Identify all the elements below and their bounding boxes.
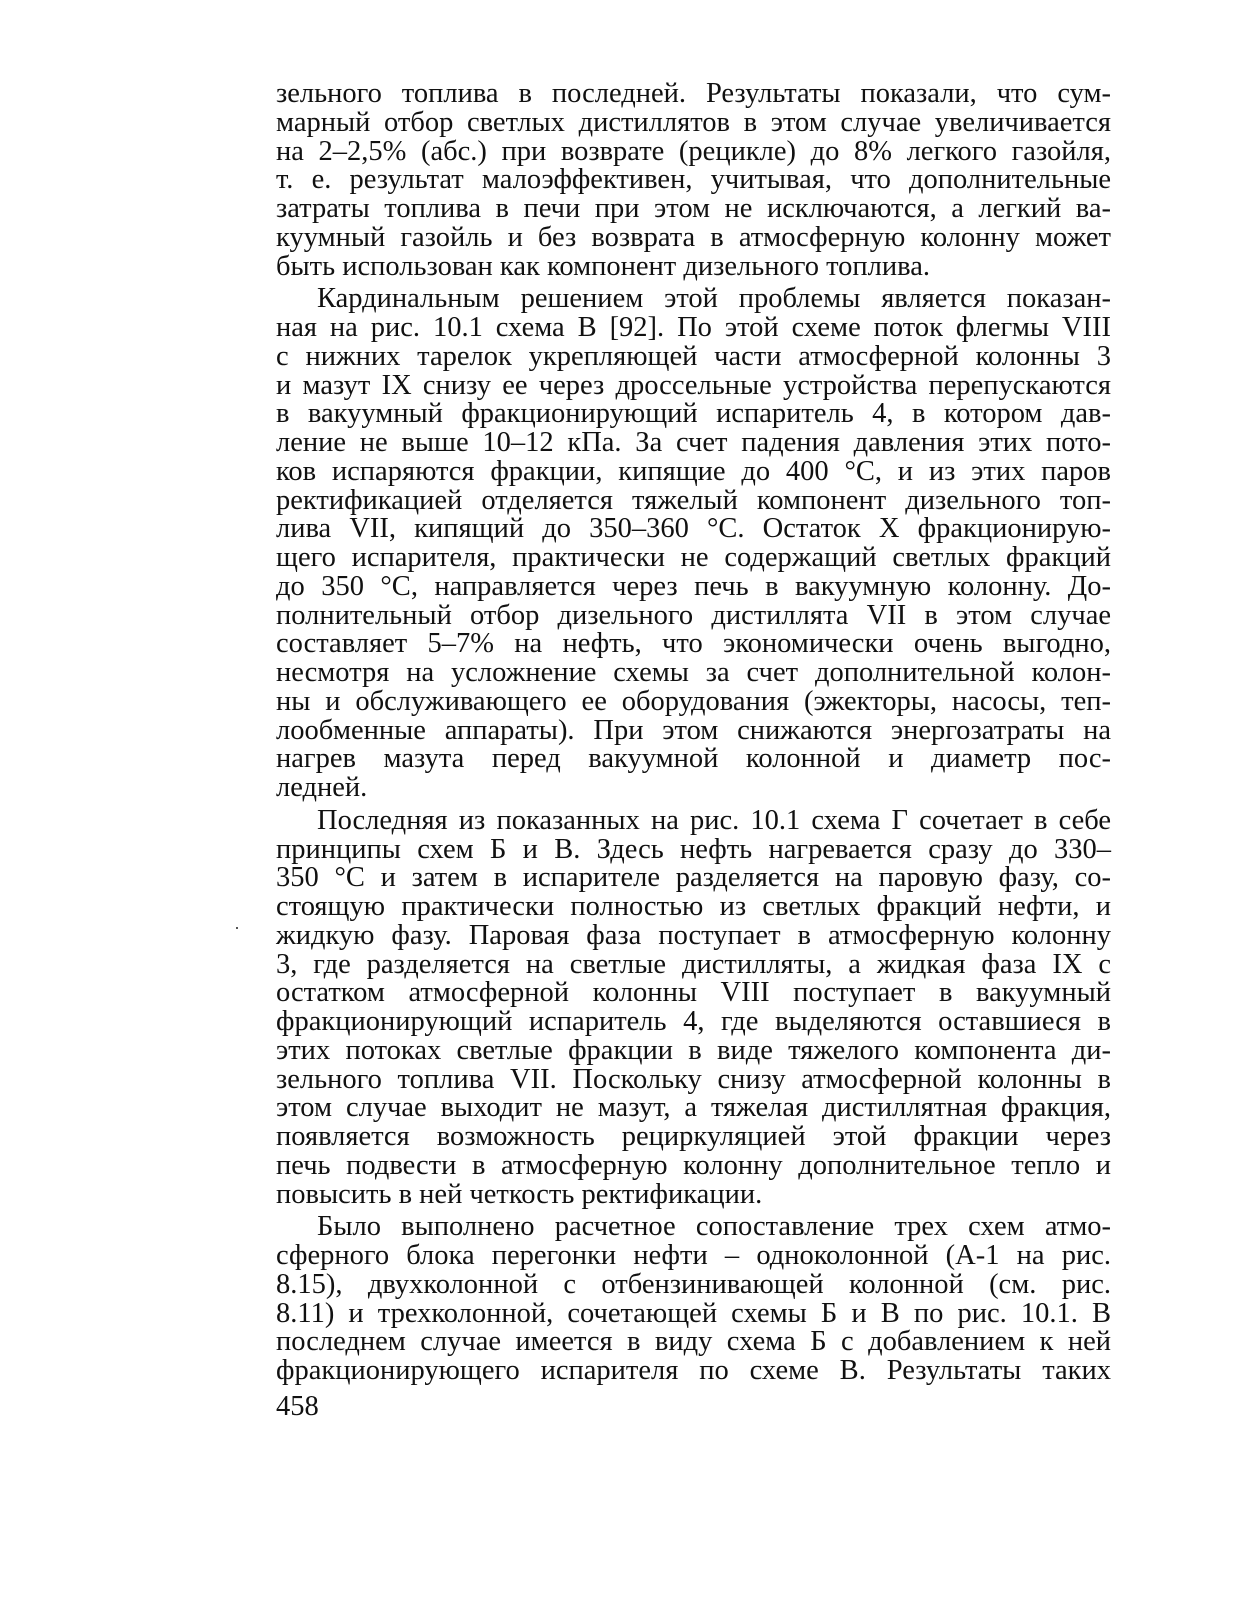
text-line: печь подвести в атмосферную колонну дополнительное тепло и xyxy=(276,1149,1111,1181)
scan-speck xyxy=(236,927,238,929)
text-line: фракционирующий испаритель 4, где выделяются оставшиеся в xyxy=(276,1006,1111,1037)
text-line: лива VII, кипящий до 350–360 °С. Остаток X фракционирую- xyxy=(276,513,1111,545)
text-line: жидкую фазу. Паровая фаза поступает в атмосферную колонну xyxy=(276,919,1111,951)
text-line: повысить в ней четкость ректификации. xyxy=(276,1178,763,1210)
paragraph-3 xyxy=(276,804,1111,1210)
text-line: 3, где разделяется на светлые дистилляты, а жидкая фаза IX с xyxy=(276,948,1111,980)
text-line: 350 °С и затем в испарителе разделяется на паровую фазу, со- xyxy=(276,862,1111,894)
text-line: т. е. результат малоэффективен, учитывая, что дополнительные xyxy=(276,164,1111,196)
text-line: в вакуумный фракционирующий испаритель 4, в котором дав- xyxy=(276,398,1111,430)
text-line: быть использован как компонент дизельного топлива. xyxy=(276,250,930,282)
text-line: и мазут IX снизу ее через дроссельные устройства перепускаются xyxy=(276,369,1111,401)
text-line: Кардинальным решением этой проблемы является показан- xyxy=(317,283,1111,315)
paragraph-4 xyxy=(276,1213,1111,1386)
text-line: несмотря на усложнение схемы за счет дополнительной колон- xyxy=(276,657,1111,688)
text-line: ков испаряются фракции, кипящие до 400 °С, и из этих паров xyxy=(276,455,1111,487)
text-line: ны и обслуживающего ее оборудования (эжекторы, насосы, теп- xyxy=(276,685,1111,717)
text-line: ление не выше 10–12 кПа. За счет падения давления этих пото- xyxy=(276,427,1111,458)
text-line: марный отбор светлых дистиллятов в этом случае увеличивается xyxy=(276,106,1111,138)
text-line: с нижних тарелок укрепляющей части атмосферной колонны 3 xyxy=(276,340,1111,372)
text-line: нагрев мазута перед вакуумной колонной и диаметр пос- xyxy=(276,743,1111,775)
text-line: ледней. xyxy=(276,772,368,803)
text-line: стоящую практически полностью из светлых фракций нефти, и xyxy=(276,891,1111,922)
text-line: на 2–2,5% (абс.) при возврате (рецикле) до 8% легкого газойля, xyxy=(276,135,1111,167)
text-line: фракционирующего испарителя по схеме В. Результаты таких xyxy=(276,1355,1111,1386)
text-line: куумный газойль и без возврата в атмосферную колонну может xyxy=(276,221,1111,253)
text-line: принципы схем Б и В. Здесь нефть нагревается сразу до 330– xyxy=(276,833,1111,865)
text-line: до 350 °С, направляется через печь в вакуумную колонну. До- xyxy=(276,570,1111,602)
text-line: ная на рис. 10.1 схема В [92]. По этой схеме поток флегмы VIII xyxy=(276,312,1111,343)
body-text xyxy=(276,80,1111,1390)
text-line: 8.11) и трехколонной, сочетающей схемы Б и В по рис. 10.1. В xyxy=(276,1297,1111,1329)
text-line: появляется возможность рециркуляцией этой фракции через xyxy=(276,1121,1111,1152)
text-line: зельного топлива в последней. Результаты показали, что сум- xyxy=(276,78,1111,109)
text-line: этом случае выходит не мазут, а тяжелая дистиллятная фракция, xyxy=(276,1092,1111,1124)
text-line: Было выполнено расчетное сопоставление трех схем атмо- xyxy=(317,1211,1111,1243)
text-line: лообменные аппараты). При этом снижаются энергозатраты на xyxy=(276,714,1111,746)
text-line: остатком атмосферной колонны VIII поступает в вакуумный xyxy=(276,977,1111,1009)
paragraph-2 xyxy=(276,285,1111,803)
text-line: Последняя из показанных на рис. 10.1 схема Г сочетает в себе xyxy=(317,804,1111,836)
text-line: сферного блока перегонки нефти – одноколонной (А-1 на рис. xyxy=(276,1240,1111,1271)
text-line: 8.15), двухколонной с отбензинивающей колонной (см. рис. xyxy=(276,1268,1111,1300)
page-number: 458 xyxy=(276,1391,319,1422)
text-line: щего испарителя, практически не содержащий светлых фракций xyxy=(276,542,1111,573)
text-line: затраты топлива в печи при этом не исключаются, а легкий ва- xyxy=(276,193,1111,224)
text-line: составляет 5–7% на нефть, что экономически очень выгодно, xyxy=(276,628,1111,660)
text-line: зельного топлива VII. Поскольку снизу атмосферной колонны в xyxy=(276,1063,1111,1095)
paragraph-1 xyxy=(276,80,1111,281)
text-line: полнительный отбор дизельного дистиллята VII в этом случае xyxy=(276,599,1111,631)
text-line: этих потоках светлые фракции в виде тяжелого компонента ди- xyxy=(276,1034,1111,1066)
text-line: ректификацией отделяется тяжелый компонент дизельного топ- xyxy=(276,484,1111,516)
text-line: последнем случае имеется в виду схема Б с добавлением к ней xyxy=(276,1326,1111,1358)
